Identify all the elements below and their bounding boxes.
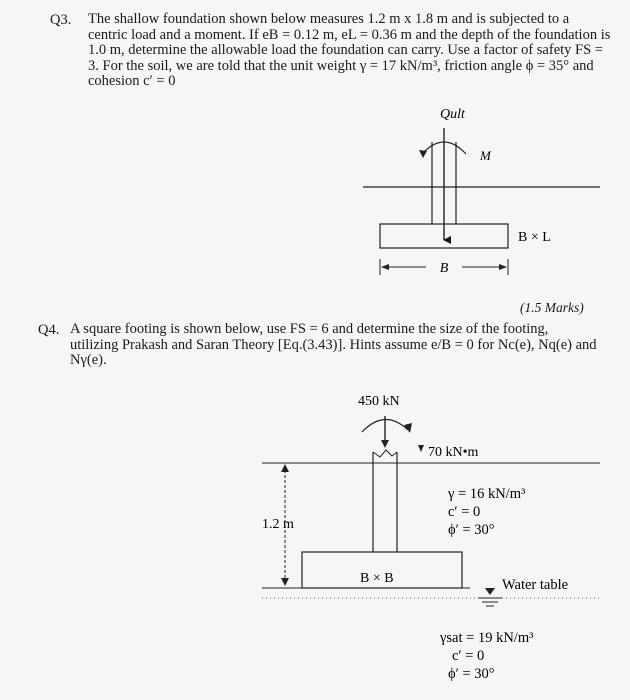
q4-moment-marker — [418, 445, 424, 452]
q4-lower-phi: ϕ′ = 30° — [448, 666, 495, 682]
q4-upper-c: c′ = 0 — [448, 504, 481, 520]
q3-number: Q3. — [50, 12, 72, 28]
q4-lower-gamma-sat: γsat = 19 kN/m³ — [440, 630, 534, 646]
q4-line-2: utilizing Prakash and Saran Theory [Eq.(3.43)]. Hints assume e/B = 0 for Nc(e), Nq(e) and — [70, 336, 597, 353]
q3-line-4: 3. For the soil, we are told that the unit weight γ = 17 kN/m³, friction angle ϕ = 35° and — [88, 57, 594, 74]
q4-upper-phi: ϕ′ = 30° — [448, 522, 495, 538]
q4-line-3: Nγ(e). — [70, 352, 107, 368]
q4-number: Q4. — [38, 322, 60, 338]
q4-depth-arrow-top — [281, 464, 289, 472]
q3-moment-label: M — [480, 148, 491, 163]
q4-depth-label: 1.2 m — [262, 517, 294, 532]
q3-load-label: Qult — [440, 107, 465, 122]
q3-line-1: The shallow foundation shown below measures 1.2 m x 1.8 m and is subjected to a — [88, 11, 570, 27]
q3-line-2: centric load and a moment. If eB = 0.12 m, eL = 0.36 m and the depth of the foundation is — [88, 26, 611, 43]
q3-marks: (1.5 Marks) — [520, 300, 584, 315]
q4-moment-label: 70 kN•m — [428, 445, 479, 460]
q4-load-label: 450 kN — [358, 394, 400, 409]
q4-water-table-label: Water table — [502, 577, 569, 593]
q3-line-3: 1.0 m, determine the allowable load the foundation can carry. Use a factor of safety FS = — [88, 42, 603, 58]
q3-width-label: B — [439, 261, 449, 276]
q3-line-5: cohesion c′ = 0 — [88, 73, 176, 89]
q4-line-1: A square footing is shown below, use FS = 6 and determine the size of the footing, — [70, 321, 549, 337]
q4-footing-label: B × B — [360, 571, 394, 586]
q4-lower-c: c′ = 0 — [452, 648, 485, 664]
q4-upper-gamma: γ = 16 kN/m³ — [448, 486, 526, 502]
q4-column-break — [373, 450, 397, 457]
q4-water-table-icon — [485, 588, 495, 595]
q3-footing-label: B × L — [518, 230, 551, 245]
q4-load-arrowhead — [381, 440, 389, 448]
q4-depth-arrow-bottom — [281, 578, 289, 586]
